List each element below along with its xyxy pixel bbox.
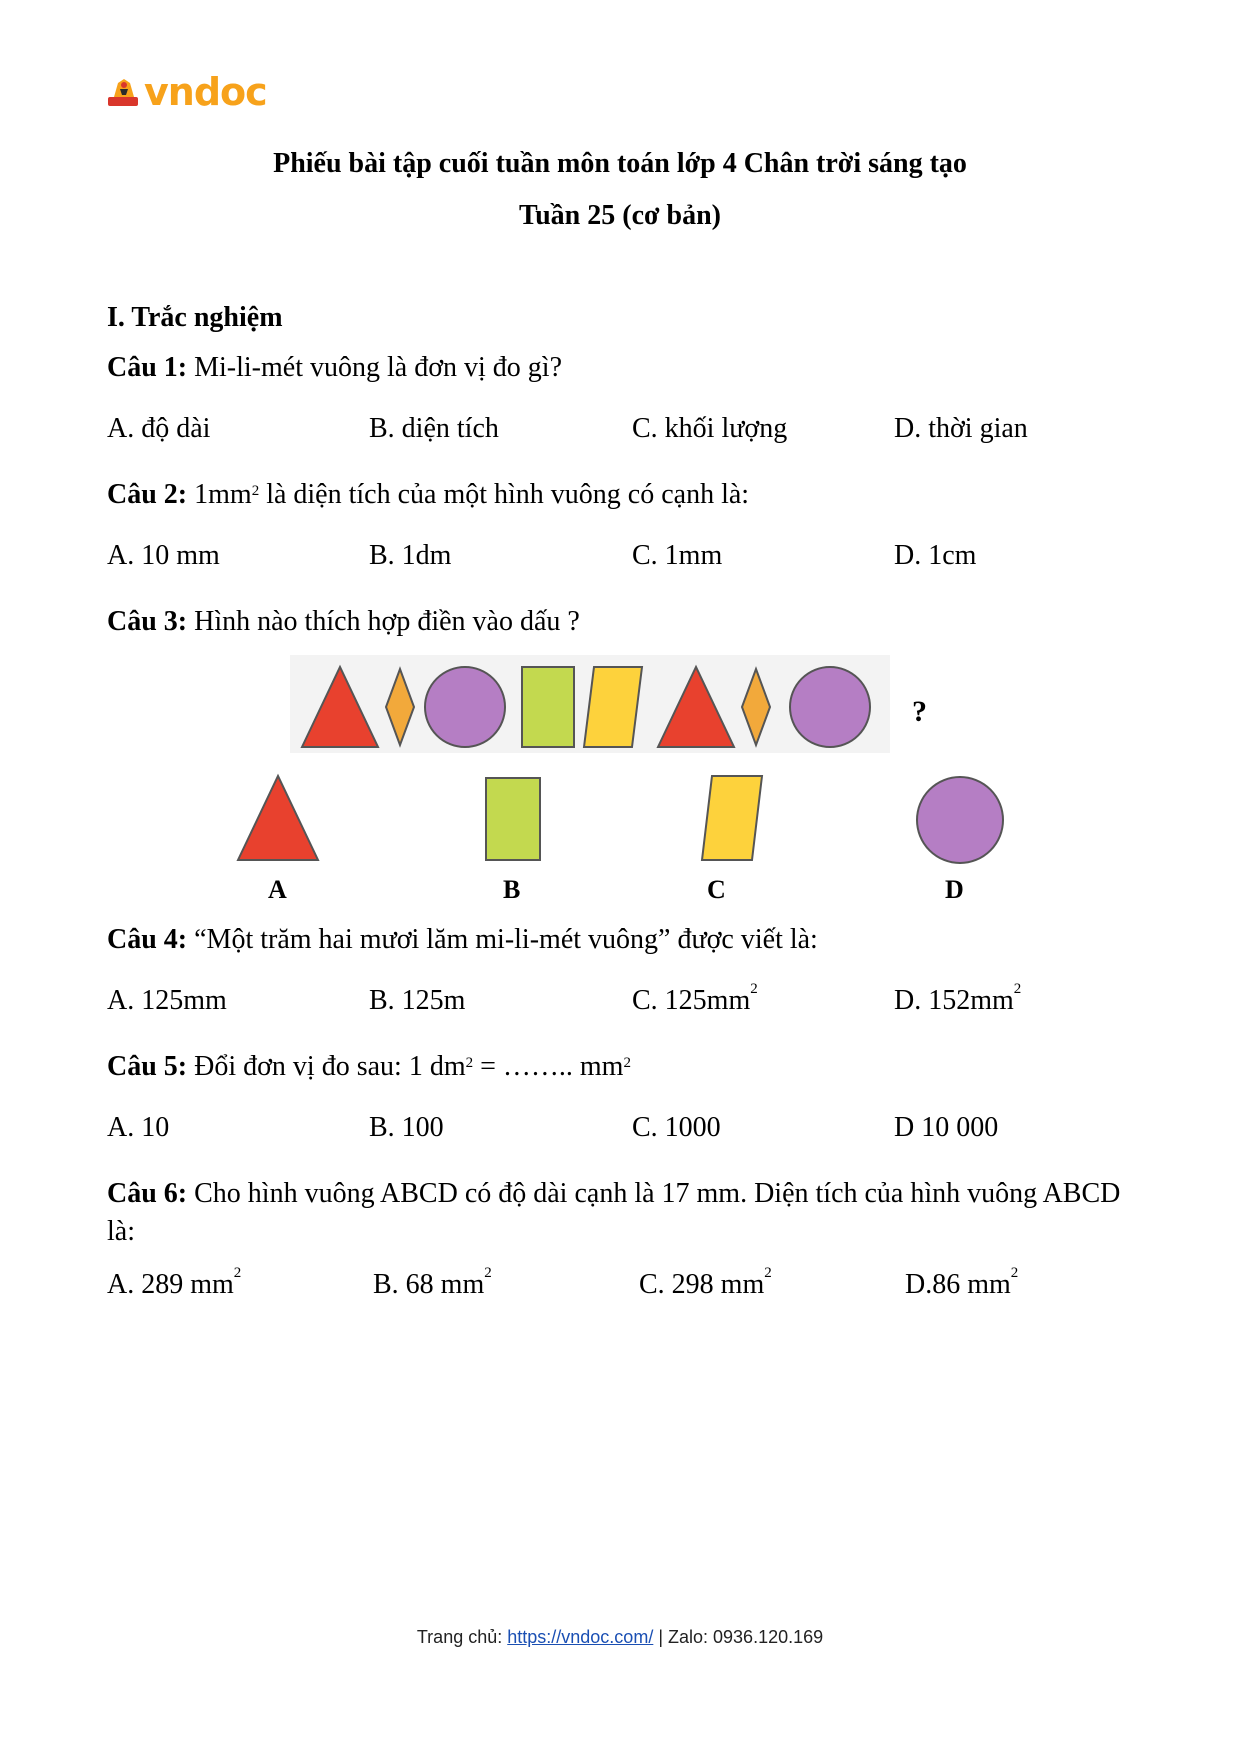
footer-contact: | Zalo: 0936.120.169 xyxy=(653,1627,824,1647)
question-4 xyxy=(107,921,1127,959)
question-mark: ? xyxy=(912,695,927,728)
choice-label-d: D xyxy=(945,875,964,904)
question-text: Đổi đơn vị đo sau: 1 dm xyxy=(187,1051,466,1082)
rooster-book-icon xyxy=(106,75,140,109)
logo-text: vndoc xyxy=(144,70,267,114)
option-d: D. 1cm xyxy=(894,540,977,571)
question-text: Hình nào thích hợp điền vào dấu ? xyxy=(187,606,580,637)
question-label: Câu 6: xyxy=(107,1178,188,1209)
option-b: B. 100 xyxy=(369,1112,444,1143)
question-label: Câu 5: xyxy=(107,1051,188,1082)
question-label: Câu 4: xyxy=(107,924,188,955)
page-title: Phiếu bài tập cuối tuần môn toán lớp 4 Chân trời sáng tạo xyxy=(273,148,967,179)
choice-d-circle xyxy=(917,777,1003,863)
choice-c-parallelogram xyxy=(702,776,762,860)
option-c: C. 1000 xyxy=(632,1112,721,1143)
shape-sequence xyxy=(290,655,970,755)
choice-b-rectangle xyxy=(486,778,540,860)
option-c: C. khối lượng xyxy=(632,413,788,444)
option-d: D. thời gian xyxy=(894,413,1028,444)
option-b: B. 1dm xyxy=(369,540,452,571)
option-a: A. 10 xyxy=(107,1112,170,1143)
question-6 xyxy=(107,1175,1127,1251)
question-5-options xyxy=(107,1112,1127,1150)
question-4-options xyxy=(107,981,1127,1023)
question-text: Mi-li-mét vuông là đơn vị đo gì? xyxy=(187,352,562,383)
section-title: I. Trắc nghiệm xyxy=(107,302,283,333)
option-d: D.86 $mm^2$ xyxy=(905,1265,1019,1300)
question-text: Cho hình vuông ABCD có độ dài cạnh là 17 mm. Diện tích của hình vuông ABCD là: xyxy=(107,1178,1121,1247)
circle-shape xyxy=(790,667,870,747)
footer-prefix: Trang chủ: xyxy=(416,1627,508,1647)
question-6-options xyxy=(107,1265,1127,1307)
option-a: A. 125mm xyxy=(107,985,227,1016)
rectangle-shape xyxy=(522,667,574,747)
option-d: D 10 000 xyxy=(894,1112,999,1143)
option-c: C. 298 $mm^2$ xyxy=(639,1265,772,1300)
option-b: B. 68 $mm^2$ xyxy=(373,1265,492,1300)
footer xyxy=(0,1627,1240,1648)
question-label: Câu 2: xyxy=(107,479,188,510)
question-text: 1mm xyxy=(187,479,252,510)
option-b: B. 125m xyxy=(369,985,466,1016)
question-5: Câu 5: Đổi đơn vị đo sau: 1 $dm^2$ = …….. $mm^2$ xyxy=(107,1051,631,1082)
circle-shape xyxy=(425,667,505,747)
parallelogram-shape xyxy=(584,667,642,747)
question-label: Câu 1: xyxy=(107,352,188,383)
choice-a-triangle xyxy=(238,776,318,860)
page-subtitle: Tuần 25 (cơ bản) xyxy=(519,200,721,231)
question-2-options xyxy=(107,540,1127,578)
question-text-rest: = …….. mm xyxy=(473,1051,624,1082)
question-text-rest: là diện tích của một hình vuông có cạnh là: xyxy=(259,479,750,510)
vndoc-logo[interactable] xyxy=(106,72,267,112)
option-a: A. 289 $mm^2$ xyxy=(107,1265,242,1300)
superscript: 2 xyxy=(251,483,260,499)
question-text: “Một trăm hai mươi lăm mi-li-mét vuông” được viết là: xyxy=(187,924,818,955)
question-3 xyxy=(107,603,1127,641)
question-1 xyxy=(107,349,1127,387)
choice-label-a: A xyxy=(268,875,287,904)
option-c: C. 1mm xyxy=(632,540,723,571)
option-a: A. 10 mm xyxy=(107,540,220,571)
option-d: D. $152mm^2$ xyxy=(894,981,1022,1016)
answer-shapes xyxy=(230,768,1020,868)
option-b: B. diện tích xyxy=(369,413,499,444)
option-c: C. $125mm^2$ xyxy=(632,981,758,1016)
question-1-options xyxy=(107,413,1127,451)
choice-label-c: C xyxy=(707,875,726,904)
choice-label-b: B xyxy=(503,875,521,904)
homepage-link[interactable]: https://vndoc.com/ xyxy=(507,1627,654,1647)
option-a: A. độ dài xyxy=(107,413,211,444)
question-label: Câu 3: xyxy=(107,606,188,637)
question-2 xyxy=(107,476,1127,514)
